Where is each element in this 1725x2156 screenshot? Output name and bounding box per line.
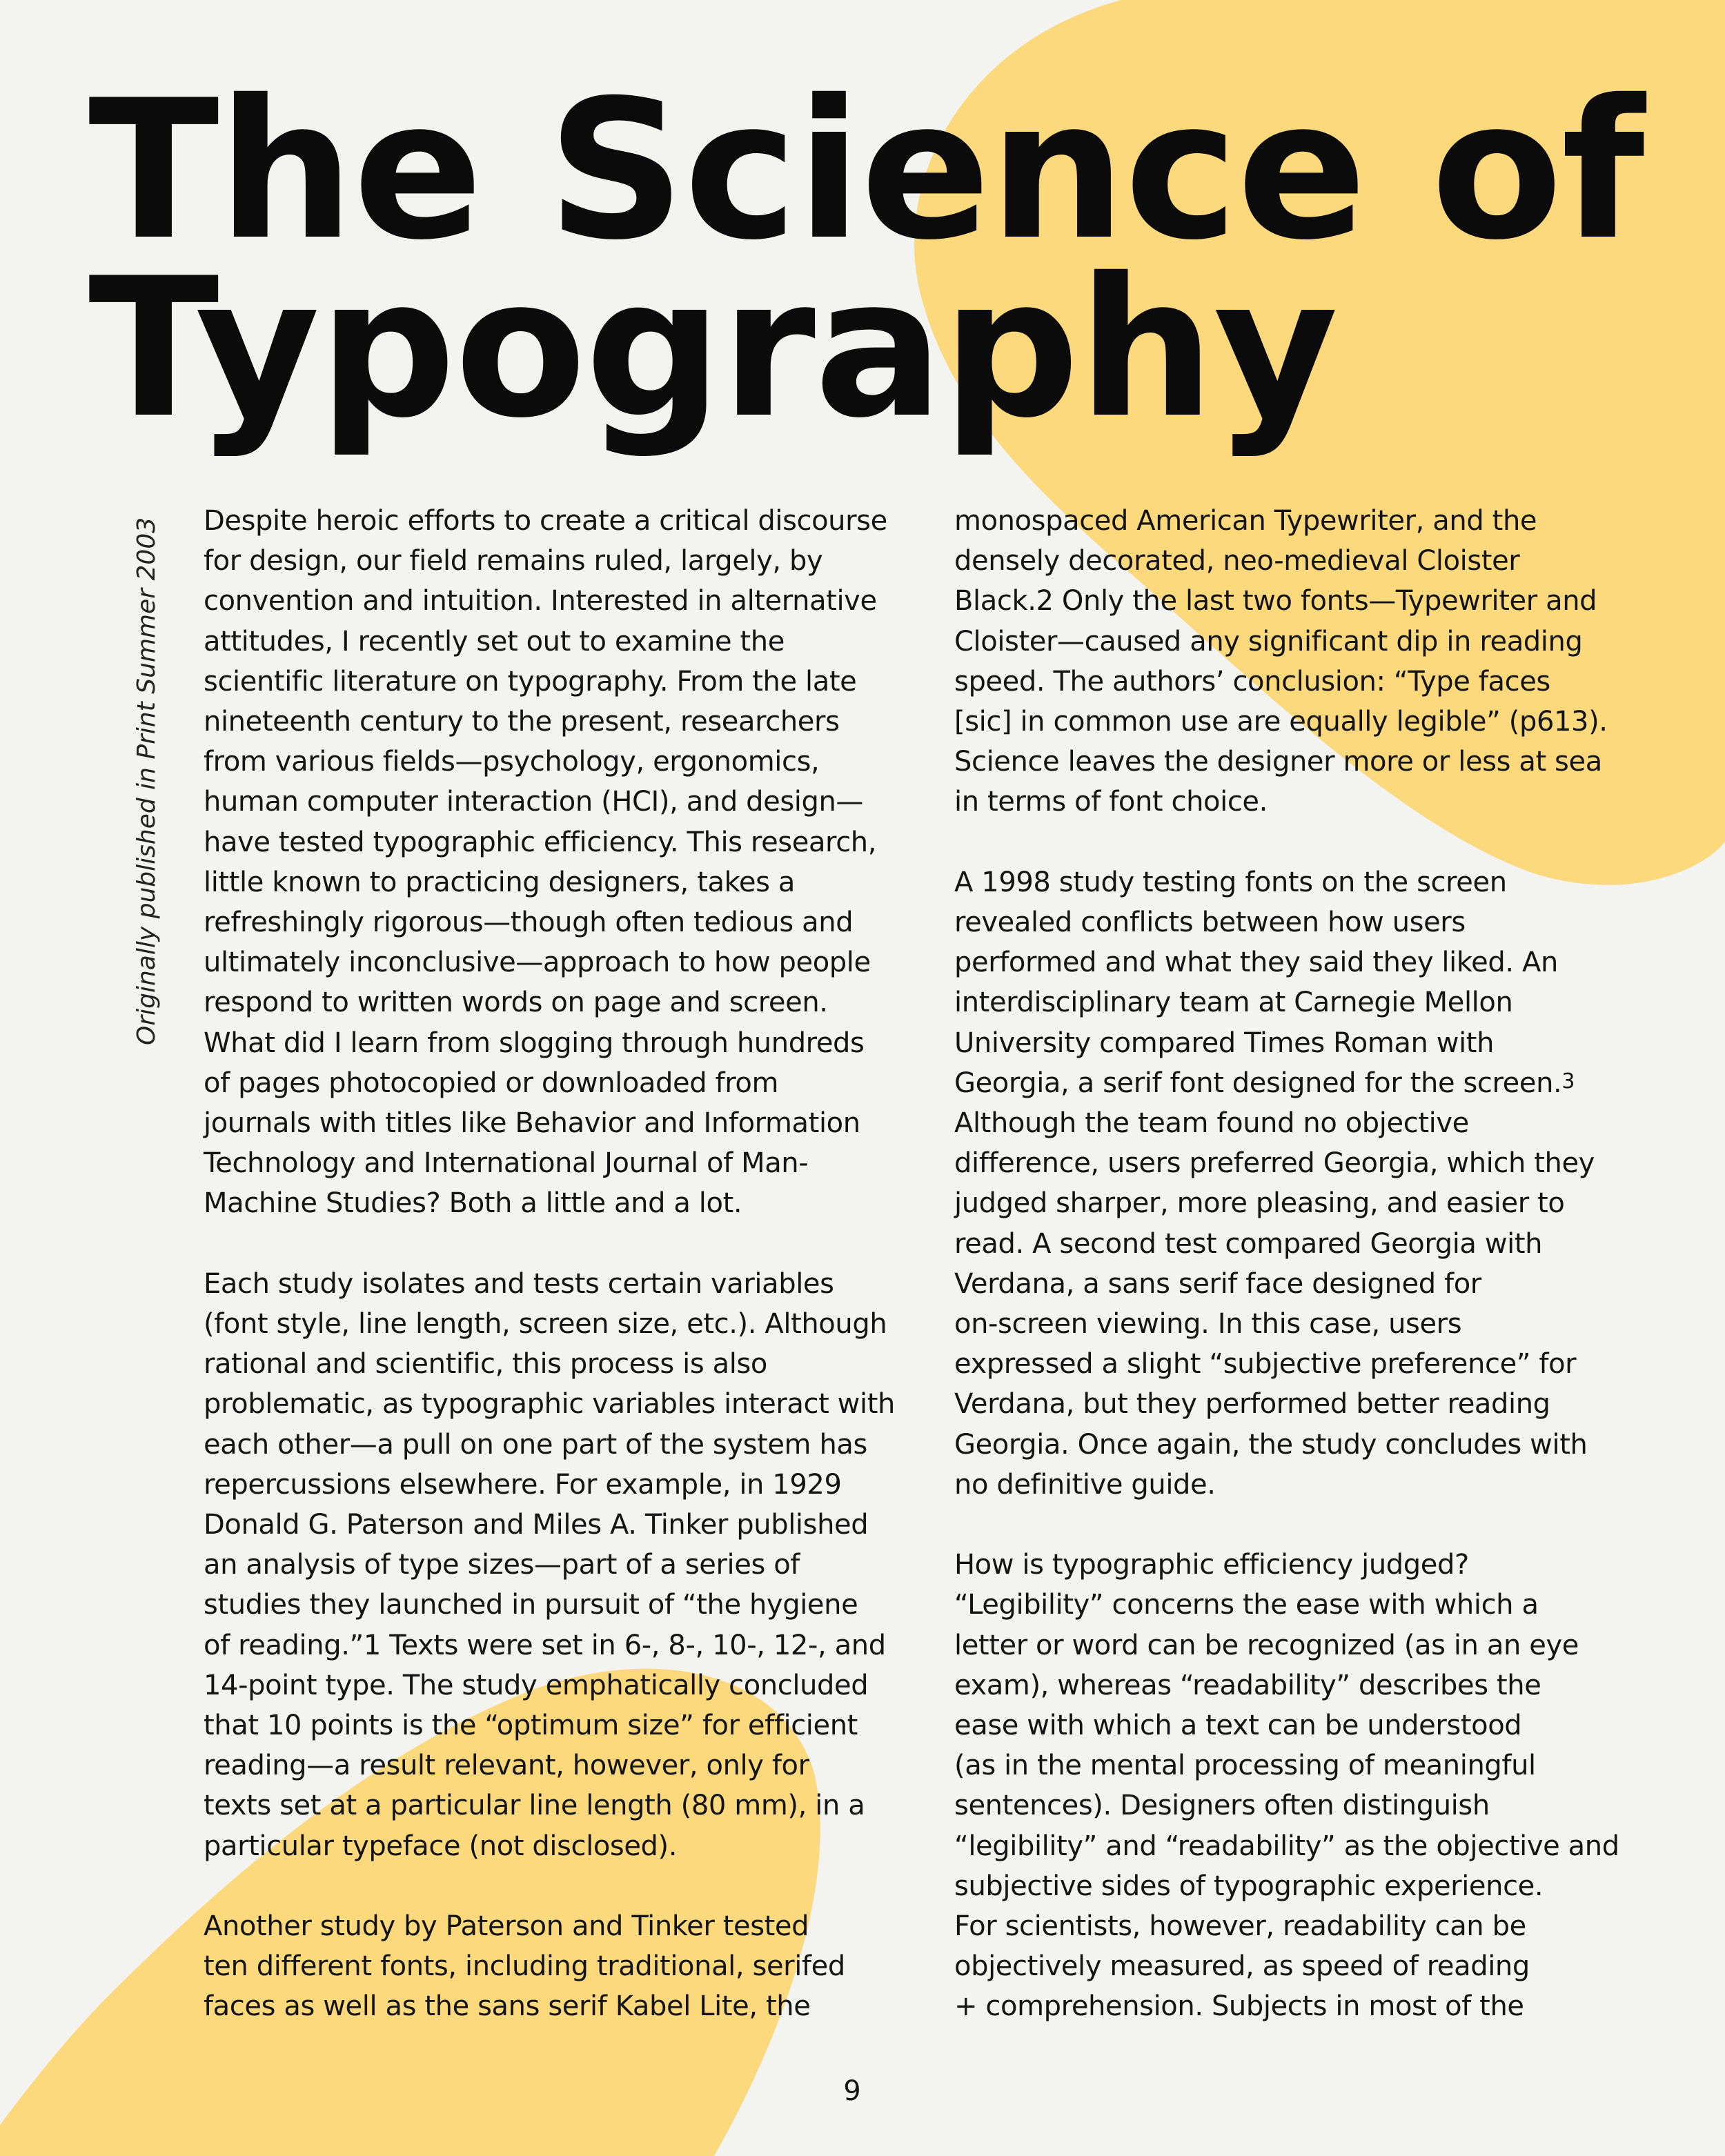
text-line: judged sharper, more pleasing, and easier to: [954, 1187, 1565, 1220]
text-line: in terms of font choice.: [954, 786, 1268, 818]
text-line: A 1998 study testing fonts on the screen: [954, 866, 1507, 898]
text-line: particular typeface (not disclosed).: [204, 1830, 678, 1862]
text-line: an analysis of type sizes—part of a series of: [204, 1549, 800, 1581]
text-line: convention and intuition. Interested in alternative: [204, 585, 877, 617]
text-line: subjective sides of typographic experience.: [954, 1870, 1544, 1902]
text-line: Donald G. Paterson and Miles A. Tinker published: [204, 1509, 869, 1541]
text-line: refreshingly rigorous—though often tedious and: [204, 907, 854, 939]
text-line: interdisciplinary team at Carnegie Mellon: [954, 987, 1513, 1019]
text-line: 14-point type. The study emphatically concluded: [204, 1669, 869, 1701]
paragraph-variables: [204, 1264, 931, 1866]
title-line-2: Typography: [88, 237, 1337, 460]
left-column: [204, 501, 931, 2027]
paragraph-fonts-study: [204, 1906, 931, 2027]
text-line: How is typographic efficiency judged?: [954, 1549, 1469, 1581]
text-line: Each study isolates and tests certain variables: [204, 1267, 834, 1300]
text-line: [sic] in common use are equally legible” (p613).: [954, 706, 1608, 738]
text-line: (font style, line length, screen size, etc.). Although: [204, 1308, 887, 1341]
text-line: Another study by Paterson and Tinker tested: [204, 1910, 809, 1943]
title-line-1: The Science of: [88, 59, 1644, 282]
text-line: Machine Studies? Both a little and a lot.: [204, 1187, 742, 1220]
text-line: attitudes, I recently set out to examine the: [204, 625, 785, 657]
text-line: Black.2 Only the last two fonts—Typewriter and: [954, 585, 1597, 617]
text-line: [954, 1063, 1682, 1103]
text-line: of pages photocopied or downloaded from: [204, 1067, 779, 1099]
text-line: difference, users preferred Georgia, which they: [954, 1147, 1595, 1180]
text-line: What did I learn from slogging through hundreds: [204, 1027, 865, 1059]
text-line: sentences). Designers often distinguish: [954, 1790, 1490, 1822]
text-line-content: Georgia, a serif font designed for the screen.: [954, 1067, 1562, 1099]
text-line: journals with titles like Behavior and Information: [204, 1107, 860, 1140]
text-line: speed. The authors’ conclusion: “Type faces: [954, 665, 1550, 698]
text-line: ultimately inconclusive—approach to how people: [204, 947, 871, 979]
text-line: ease with which a text can be understood: [954, 1710, 1522, 1742]
text-line: each other—a pull on one part of the system has: [204, 1428, 867, 1461]
text-line: repercussions elsewhere. For example, in 1929: [204, 1468, 842, 1501]
publication-note: Originally published in Print Summer 2003: [132, 517, 161, 1045]
text-line: densely decorated, neo-medieval Cloister: [954, 545, 1520, 577]
text-line: read. A second test compared Georgia with: [954, 1227, 1543, 1260]
text-line: rational and scientific, this process is also: [204, 1348, 767, 1381]
text-line: Verdana, a sans serif face designed for: [954, 1267, 1481, 1300]
text-line: objectively measured, as speed of reading: [954, 1950, 1530, 1983]
text-line: problematic, as typographic variables interact with: [204, 1388, 895, 1421]
text-line: studies they launched in pursuit of “the hygiene: [204, 1589, 858, 1621]
text-line: scientific literature on typography. From the late: [204, 665, 857, 698]
text-line: nineteenth century to the present, researchers: [204, 706, 840, 738]
text-line: exam), whereas “readability” describes the: [954, 1669, 1541, 1701]
text-line: + comprehension. Subjects in most of the: [954, 1990, 1524, 2023]
text-line: faces as well as the sans serif Kabel Lite, the: [204, 1990, 811, 2023]
text-line: texts set at a particular line length (80 mm), in a: [204, 1790, 865, 1822]
text-line: revealed conflicts between how users: [954, 907, 1466, 939]
text-line: (as in the mental processing of meaningful: [954, 1750, 1536, 1782]
text-line: reading—a result relevant, however, only for: [204, 1750, 809, 1782]
text-line: Although the team found no objective: [954, 1107, 1469, 1140]
right-column: [954, 501, 1682, 2027]
paragraph-legibility: [954, 1545, 1682, 2026]
text-line: for design, our field remains ruled, largely, by: [204, 545, 823, 577]
text-line: from various fields—psychology, ergonomics,: [204, 746, 820, 778]
text-line: “legibility” and “readability” as the objective and: [954, 1830, 1619, 1862]
paragraph-intro: [204, 501, 931, 1224]
text-line: little known to practicing designers, takes a: [204, 866, 796, 898]
text-line: expressed a slight “subjective preference” for: [954, 1348, 1577, 1381]
text-line: Georgia. Once again, the study concludes with: [954, 1428, 1588, 1461]
page-title: [88, 59, 1644, 460]
text-line: performed and what they said they liked. An: [954, 947, 1558, 979]
text-line: Despite heroic efforts to create a critical discourse: [204, 505, 887, 537]
page-number: 9: [843, 2075, 861, 2107]
paragraph-screen-study: [954, 862, 1682, 1505]
text-line: ten different fonts, including traditional, serifed: [204, 1950, 845, 1983]
text-line: respond to written words on page and screen.: [204, 987, 828, 1019]
paragraph-typewriter: [954, 501, 1682, 822]
text-line: of reading.”1 Texts were set in 6-, 8-, 10-, 12-, and: [204, 1629, 886, 1661]
text-line: University compared Times Roman with: [954, 1027, 1495, 1059]
text-line: For scientists, however, readability can be: [954, 1910, 1526, 1943]
text-line: Verdana, but they performed better reading: [954, 1388, 1550, 1421]
text-line: letter or word can be recognized (as in an eye: [954, 1629, 1579, 1661]
text-line: Technology and International Journal of Man-: [204, 1147, 809, 1180]
text-line: Cloister—caused any significant dip in reading: [954, 625, 1583, 657]
text-line: on-screen viewing. In this case, users: [954, 1308, 1462, 1341]
text-line: human computer interaction (HCI), and design—: [204, 786, 864, 818]
text-line: monospaced American Typewriter, and the: [954, 505, 1537, 537]
text-line: that 10 points is the “optimum size” for efficient: [204, 1710, 858, 1742]
text-line: have tested typographic efficiency. This research,: [204, 826, 877, 858]
footnote-marker: 3: [1561, 1069, 1575, 1094]
text-line: no definitive guide.: [954, 1468, 1216, 1501]
text-line: Science leaves the designer more or less at sea: [954, 746, 1602, 778]
text-line: “Legibility” concerns the ease with which a: [954, 1589, 1539, 1621]
